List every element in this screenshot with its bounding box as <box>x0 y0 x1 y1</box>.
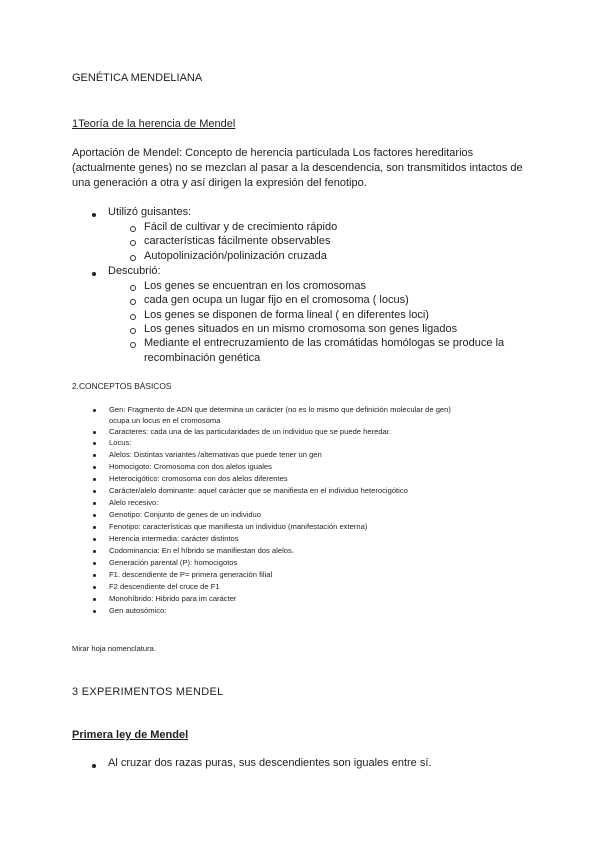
intro-line: (actualmente genes) no se mezclan al pasar a la descendencia, son transmitidos intactos de <box>72 162 523 174</box>
bullet-icon <box>93 490 96 493</box>
list-item: Monohíbrido: Hibrido para im carácter <box>109 594 237 603</box>
bullet-icon <box>93 610 96 613</box>
section2-heading: 2.CONCEPTOS BÁSICOS <box>72 381 172 391</box>
list-item: Codominancia: En el híbrido se manifiestan dos alelos. <box>109 546 294 555</box>
bullet-icon <box>93 478 96 481</box>
nomenclature-note: Mirar hoja nomenclatura. <box>72 644 156 653</box>
list-item: F2 descendiente del cruce de F1 <box>109 582 220 591</box>
circle-bullet-icon <box>130 226 136 232</box>
law-item: Al cruzar dos razas puras, sus descendientes son iguales entre sí. <box>108 757 432 769</box>
list-item: Gen: Fragmento de ADN que determina un carácter (no es lo mismo que definición molecular de gen) <box>109 405 451 414</box>
list-item: Fenotipo: características que manifiesta un individuo (manifestación externa) <box>109 522 368 531</box>
found-item: cada gen ocupa un lugar fijo en el cromosoma ( locus) <box>144 294 409 306</box>
section1-intro <box>72 146 532 191</box>
section3-subheading: Primera ley de Mendel <box>72 729 189 741</box>
document-title: GENÉTICA MENDELIANA <box>72 72 203 84</box>
list-item: F1. descendiente de P= primera generación filial <box>109 570 273 579</box>
list-item: Gen autosómico: <box>109 606 167 615</box>
list-item: Herencia intermedia: carácter distintos <box>109 534 239 543</box>
used-item: características fácilmente observables <box>144 235 331 247</box>
circle-bullet-icon <box>130 255 136 261</box>
section1-heading: 1Teoría de la herencia de Mendel <box>72 118 236 130</box>
bullet-icon <box>92 764 96 768</box>
bullet-icon <box>93 431 96 434</box>
bullet-icon <box>92 272 96 276</box>
bullet-icon <box>93 442 96 445</box>
found-item: Mediante el entrecruzamiento de las cromátidas homólogas se produce la <box>144 337 505 349</box>
intro-line: una generación a otra y así dirigen la expresión del fenotipo. <box>72 177 367 189</box>
bullet-icon <box>93 598 96 601</box>
circle-bullet-icon <box>130 285 136 291</box>
found-label: Descubrió: <box>108 265 161 277</box>
circle-bullet-icon <box>130 314 136 320</box>
bullet-icon <box>93 538 96 541</box>
circle-bullet-icon <box>130 342 136 348</box>
list-item: Generación parental (P): homocigotos <box>109 558 238 567</box>
bullet-icon <box>93 562 96 565</box>
bullet-icon <box>92 213 96 217</box>
bullet-icon <box>93 454 96 457</box>
bullet-icon <box>93 586 96 589</box>
bullet-icon <box>93 502 96 505</box>
list-item: Carácter/alelo dominante: aquel carácter que se manifiesta en el individuo heterocigótico <box>109 486 408 495</box>
list-item: Alelo recesivo: <box>109 498 159 507</box>
bullet-icon <box>93 526 96 529</box>
bullet-icon <box>93 514 96 517</box>
found-item: Los genes situados en un mismo cromosoma son genes ligados <box>144 323 458 335</box>
bullet-icon <box>93 466 96 469</box>
circle-bullet-icon <box>130 240 136 246</box>
list-item-continuation: ocupa un locus en el cromosoma <box>109 416 221 425</box>
list-item: Genotipo: Conjunto de genes de un individuo <box>109 510 261 519</box>
section3-heading: 3 EXPERIMENTOS MENDEL <box>72 686 224 698</box>
found-item: Los genes se disponen de forma lineal ( en diferentes loci) <box>144 309 429 321</box>
bullet-icon <box>93 550 96 553</box>
found-item: Los genes se encuentran en los cromosomas <box>144 280 366 292</box>
used-item: Fácil de cultivar y de crecimiento rápido <box>144 221 338 233</box>
list-item: Locus: <box>109 438 132 447</box>
list-item: Heterocigótico: cromosoma con dos alelos diferentes <box>109 474 288 483</box>
circle-bullet-icon <box>130 328 136 334</box>
bullet-icon <box>93 409 96 412</box>
list-item: Caracteres: cada una de las particularidades de un individuo que se puede heredar. <box>109 427 392 436</box>
circle-bullet-icon <box>130 299 136 305</box>
found-item-continuation: recombinación genética <box>144 352 261 364</box>
intro-line: Aportación de Mendel: Concepto de herencia particulada Los factores hereditarios <box>72 147 474 159</box>
list-item: Homocigoto: Cromosoma con dos alelos iguales <box>109 462 272 471</box>
list-item: Alelos: Distintas variantes /alternativas que puede tener un gen <box>109 450 322 459</box>
used-label: Utilizó guisantes: <box>108 206 192 218</box>
bullet-icon <box>93 574 96 577</box>
used-item: Autopolinización/polinización cruzada <box>144 250 327 262</box>
